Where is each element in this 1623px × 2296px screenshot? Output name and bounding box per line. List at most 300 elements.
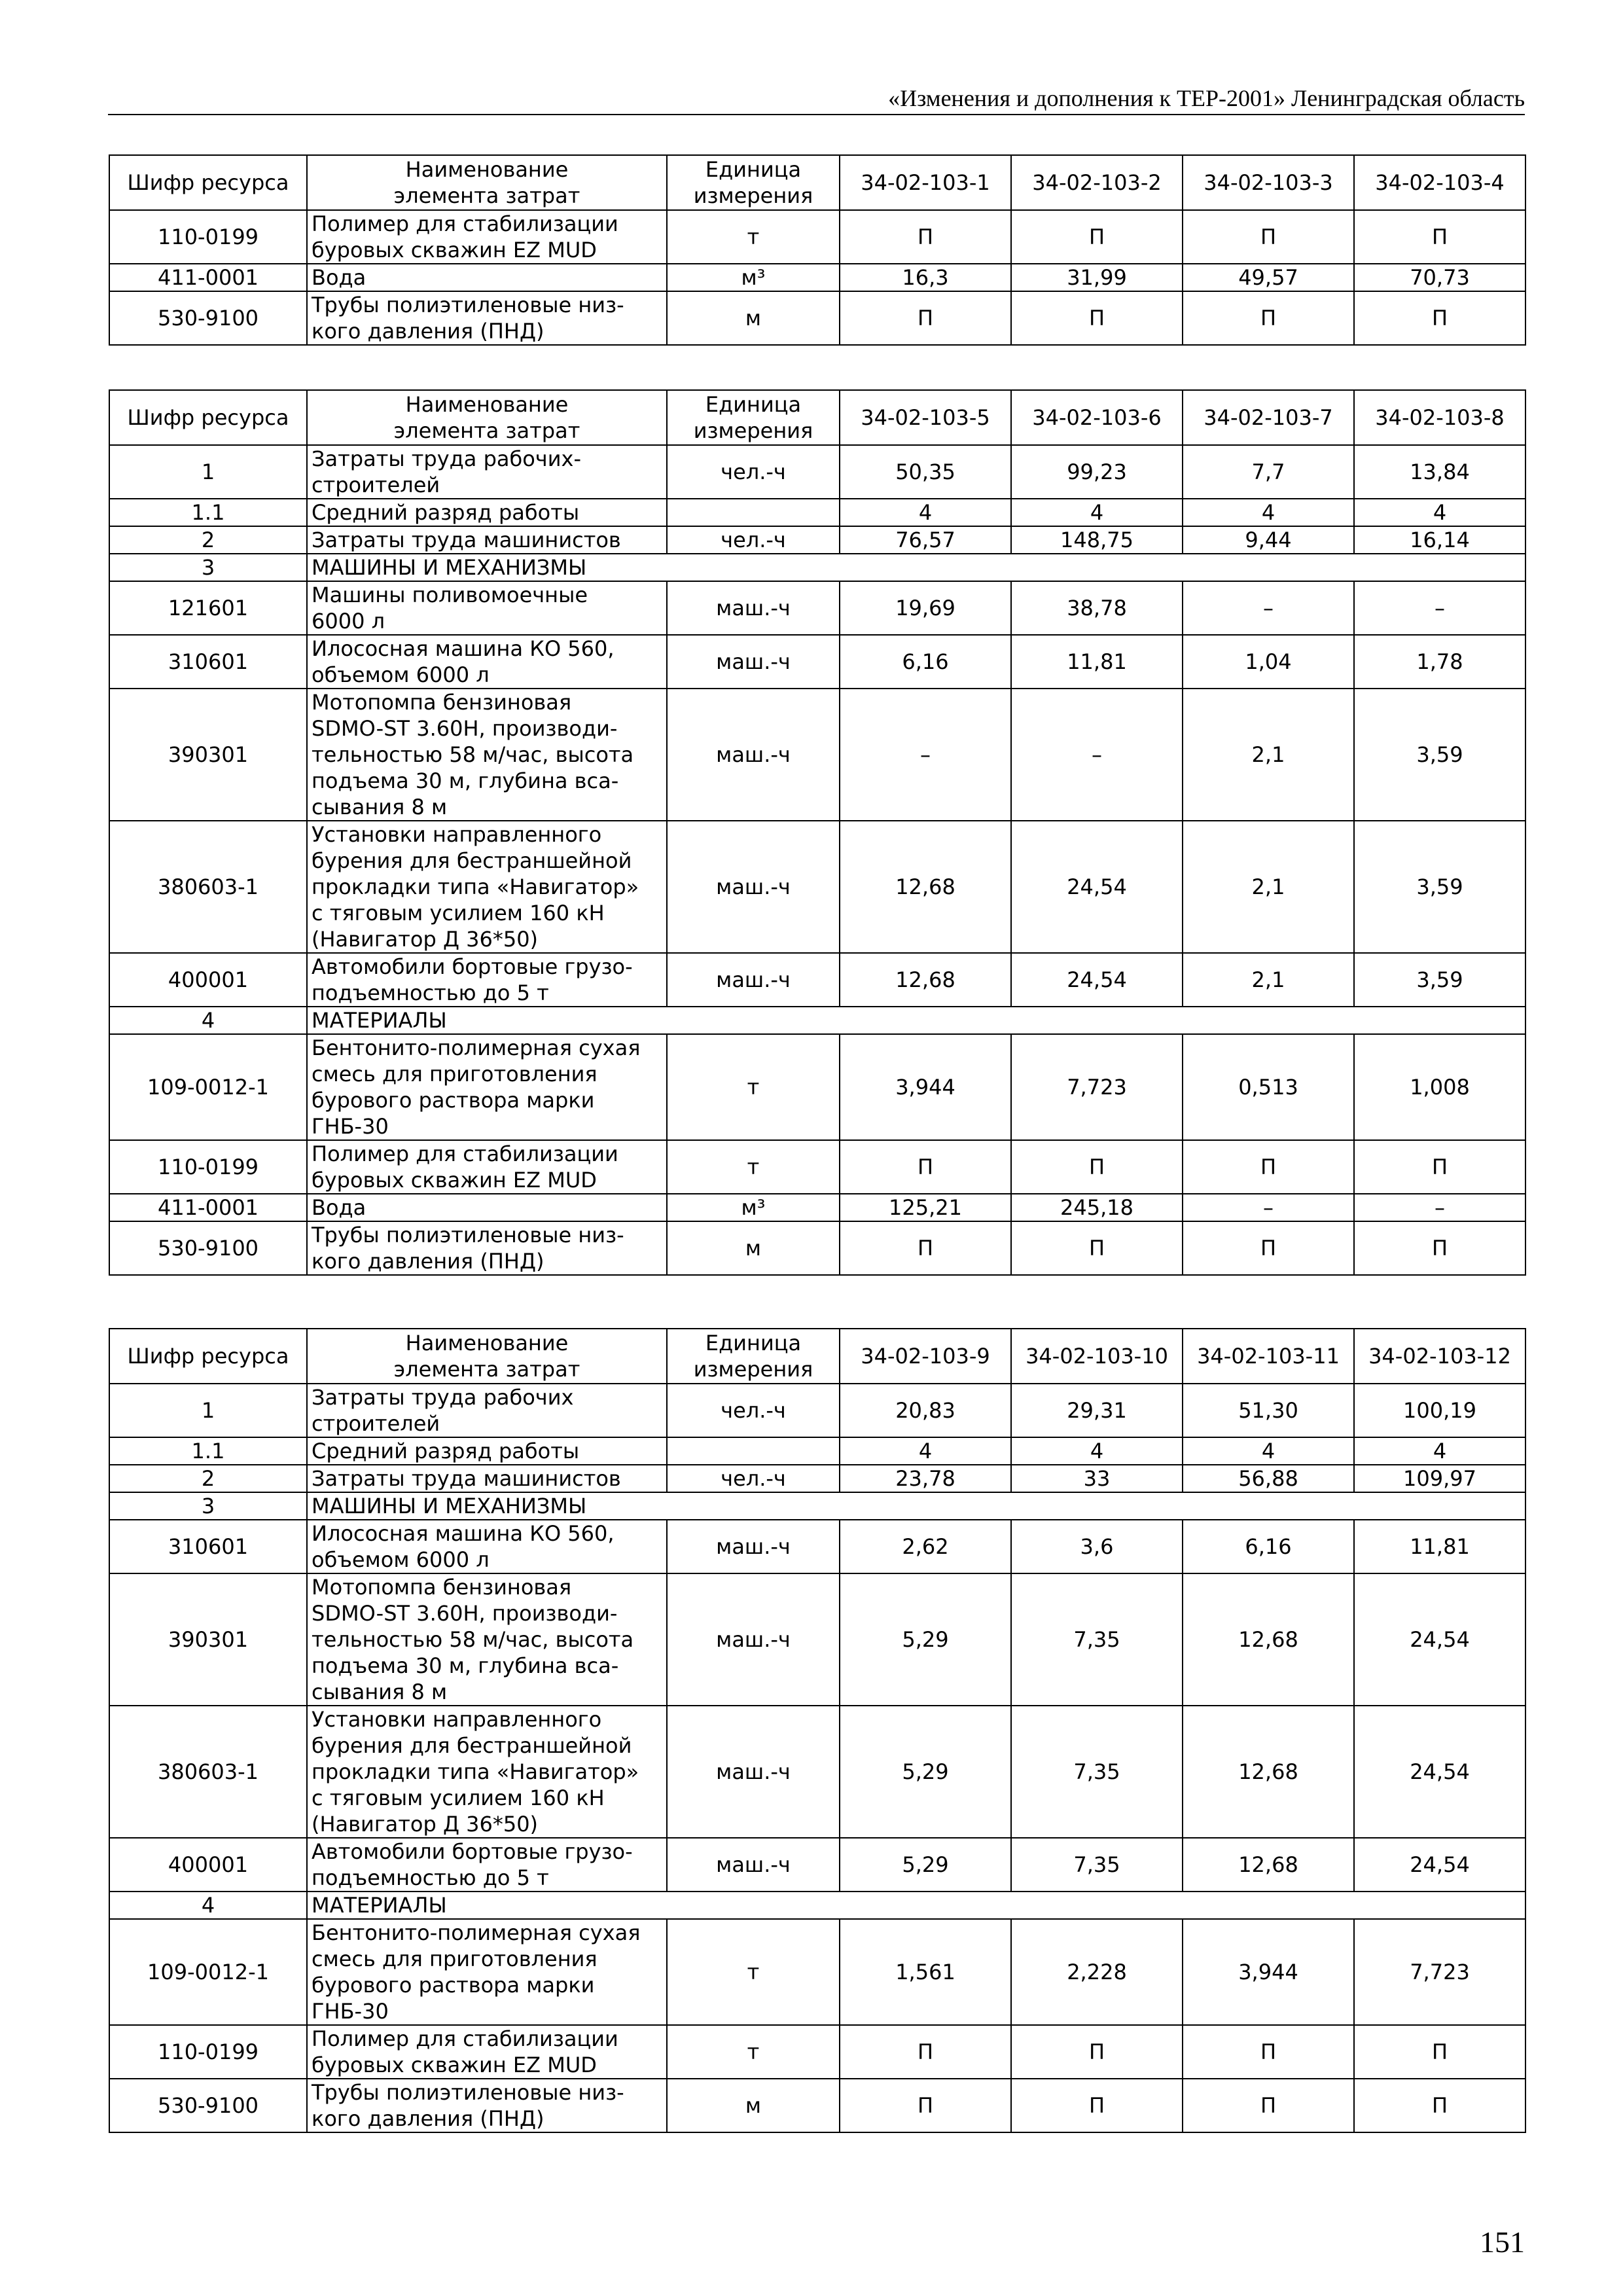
- cell-line: Средний разряд работы: [312, 1439, 580, 1463]
- resource-unit: т: [667, 1034, 840, 1140]
- cell-line: тельностью 58 м/час, высота: [312, 1627, 634, 1652]
- header-name: [307, 1329, 667, 1384]
- cell-line: Мотопомпа бензиновая: [312, 690, 572, 715]
- cell-line: смесь для приготовления: [312, 1062, 597, 1086]
- cell-line: Полимер для стабилизации: [312, 2026, 618, 2051]
- resource-value: 23,78: [840, 1465, 1011, 1492]
- resource-value: 2,62: [840, 1520, 1011, 1573]
- resource-unit: маш.-ч: [667, 1838, 840, 1892]
- resource-value: 7,723: [1011, 1034, 1183, 1140]
- cell-line: (Навигатор Д 36*50): [312, 1812, 539, 1837]
- resource-code: 1: [109, 1384, 307, 1437]
- cell-line: строителей: [312, 473, 440, 497]
- resource-value: 33: [1011, 1465, 1183, 1492]
- resource-value: 12,68: [840, 821, 1011, 953]
- table-row: [109, 1838, 1525, 1892]
- cell-line: Машины поливомоечные: [312, 583, 588, 607]
- resource-value: 3,944: [840, 1034, 1011, 1140]
- cell-line: строителей: [312, 1411, 440, 1436]
- cell-line: элемента затрат: [393, 183, 580, 208]
- resource-name: [307, 1573, 667, 1706]
- resource-value: П: [840, 2025, 1011, 2079]
- resource-value: 12,68: [840, 953, 1011, 1007]
- table-row: [109, 1140, 1525, 1194]
- table-row: [109, 264, 1525, 291]
- resource-value: П: [1183, 1221, 1354, 1275]
- resource-value: –: [1011, 689, 1183, 821]
- table-row: [109, 445, 1525, 499]
- resource-unit: маш.-ч: [667, 953, 840, 1007]
- resource-value: 245,18: [1011, 1194, 1183, 1221]
- cell-line: Вода: [312, 1195, 366, 1220]
- cell-line: буровых скважин EZ MUD: [312, 238, 597, 262]
- resource-value: 5,29: [840, 1838, 1011, 1892]
- resource-unit: м: [667, 2079, 840, 2132]
- resource-name: [307, 2025, 667, 2079]
- resource-value: 38,78: [1011, 581, 1183, 635]
- resource-name: [307, 2079, 667, 2132]
- table-row: [109, 1573, 1525, 1706]
- resource-value: 9,44: [1183, 526, 1354, 554]
- page-number: 151: [1480, 2225, 1525, 2259]
- resource-unit: маш.-ч: [667, 689, 840, 821]
- table-header-row: [109, 155, 1525, 210]
- table-row: [109, 1221, 1525, 1275]
- section-row: [109, 1492, 1525, 1520]
- resource-code: 411-0001: [109, 1194, 307, 1221]
- table-row: [109, 1520, 1525, 1573]
- resource-value: 4: [1183, 1437, 1354, 1465]
- resource-value: П: [1011, 1221, 1183, 1275]
- resource-name: [307, 1520, 667, 1573]
- resource-value: 24,54: [1011, 821, 1183, 953]
- table-row: [109, 689, 1525, 821]
- header-column-code: 34-02-103-6: [1011, 390, 1183, 445]
- cell-line: с тяговым усилием 160 кН: [312, 901, 605, 925]
- resource-value: 6,16: [840, 635, 1011, 689]
- resource-code: 530-9100: [109, 291, 307, 345]
- header-code: Шифр ресурса: [109, 1329, 307, 1384]
- resource-value: –: [840, 689, 1011, 821]
- resource-code: 530-9100: [109, 2079, 307, 2132]
- cell-line: Затраты труда машинистов: [312, 528, 621, 552]
- resource-value: П: [840, 2079, 1011, 2132]
- resource-unit: чел.-ч: [667, 445, 840, 499]
- resource-code: 3: [109, 554, 307, 581]
- cell-line: Средний разряд работы: [312, 500, 580, 525]
- cell-line: бурового раствора марки: [312, 1088, 595, 1113]
- cell-line: кого давления (ПНД): [312, 319, 544, 344]
- cell-line: элемента затрат: [393, 1357, 580, 1382]
- resource-value: П: [1011, 210, 1183, 264]
- cell-line: Илососная машина КО 560,: [312, 636, 615, 661]
- resource-code: 310601: [109, 1520, 307, 1573]
- cell-line: Трубы полиэтиленовые низ-: [312, 1223, 624, 1247]
- cell-line: объемом 6000 л: [312, 662, 490, 687]
- resource-value: 24,54: [1354, 1573, 1525, 1706]
- resource-unit: маш.-ч: [667, 581, 840, 635]
- resource-value: 2,228: [1011, 1919, 1183, 2025]
- resource-unit: [667, 499, 840, 526]
- resource-code: 110-0199: [109, 2025, 307, 2079]
- cell-line: Бентонито-полимерная сухая: [312, 1920, 641, 1945]
- resource-value: 1,04: [1183, 635, 1354, 689]
- header-column-code: 34-02-103-2: [1011, 155, 1183, 210]
- resource-code: 2: [109, 526, 307, 554]
- resource-value: П: [1183, 291, 1354, 345]
- resource-value: 3,6: [1011, 1520, 1183, 1573]
- header-column-code: 34-02-103-10: [1011, 1329, 1183, 1384]
- table-header-row: [109, 390, 1525, 445]
- resource-value: 3,59: [1354, 953, 1525, 1007]
- resource-value: 4: [1183, 499, 1354, 526]
- resource-value: 4: [840, 499, 1011, 526]
- cell-line: SDMO-ST 3.60H, производи-: [312, 716, 618, 741]
- resource-unit: маш.-ч: [667, 1520, 840, 1573]
- resource-unit: маш.-ч: [667, 1573, 840, 1706]
- resource-value: –: [1183, 581, 1354, 635]
- resource-value: 11,81: [1011, 635, 1183, 689]
- table-row: [109, 1194, 1525, 1221]
- table-row: [109, 291, 1525, 345]
- resource-name: [307, 689, 667, 821]
- resource-value: П: [1011, 1140, 1183, 1194]
- cell-line: Трубы полиэтиленовые низ-: [312, 2080, 624, 2105]
- resource-value: 99,23: [1011, 445, 1183, 499]
- section-title: МАТЕРИАЛЫ: [307, 1007, 1525, 1034]
- header-name: [307, 390, 667, 445]
- resource-value: 24,54: [1011, 953, 1183, 1007]
- cell-line: ГНБ-30: [312, 1999, 389, 2024]
- cell-line: Установки направленного: [312, 822, 602, 847]
- cell-line: Полимер для стабилизации: [312, 211, 618, 236]
- header-code: Шифр ресурса: [109, 155, 307, 210]
- table-row: [109, 953, 1525, 1007]
- cell-line: сывания 8 м: [312, 795, 448, 819]
- resource-value: П: [1354, 291, 1525, 345]
- resource-value: 56,88: [1183, 1465, 1354, 1492]
- resource-value: П: [1354, 1140, 1525, 1194]
- table-row: [109, 499, 1525, 526]
- resource-code: 110-0199: [109, 210, 307, 264]
- resource-code: 400001: [109, 953, 307, 1007]
- resource-value: 7,723: [1354, 1919, 1525, 2025]
- resource-name: [307, 1465, 667, 1492]
- resource-value: П: [1183, 2079, 1354, 2132]
- cell-line: Затраты труда машинистов: [312, 1466, 621, 1491]
- cell-line: подъема 30 м, глубина вса-: [312, 768, 619, 793]
- cell-line: прокладки типа «Навигатор»: [312, 874, 639, 899]
- section-title: МАШИНЫ И МЕХАНИЗМЫ: [307, 554, 1525, 581]
- resource-value: 4: [1354, 499, 1525, 526]
- resource-value: 5,29: [840, 1573, 1011, 1706]
- cell-line: SDMO-ST 3.60H, производи-: [312, 1601, 618, 1626]
- cell-line: Полимер для стабилизации: [312, 1141, 618, 1166]
- resource-value: 2,1: [1183, 821, 1354, 953]
- resource-value: 4: [1011, 499, 1183, 526]
- header-unit: [667, 390, 840, 445]
- resource-value: П: [840, 1221, 1011, 1275]
- resource-code: 4: [109, 1007, 307, 1034]
- resource-name: [307, 1221, 667, 1275]
- section-title: МАШИНЫ И МЕХАНИЗМЫ: [307, 1492, 1525, 1520]
- resource-value: 1,008: [1354, 1034, 1525, 1140]
- cell-line: Наименование: [405, 392, 569, 417]
- resource-value: 125,21: [840, 1194, 1011, 1221]
- resource-code: 380603-1: [109, 821, 307, 953]
- resource-name: [307, 445, 667, 499]
- table-row: [109, 2025, 1525, 2079]
- resource-unit: [667, 1437, 840, 1465]
- resource-code: 2: [109, 1465, 307, 1492]
- resource-value: –: [1183, 1194, 1354, 1221]
- resource-value: 70,73: [1354, 264, 1525, 291]
- cell-line: Бентонито-полимерная сухая: [312, 1035, 641, 1060]
- cell-line: (Навигатор Д 36*50): [312, 927, 539, 952]
- cell-line: Затраты труда рабочих-: [312, 446, 581, 471]
- resource-value: П: [1354, 1221, 1525, 1275]
- cell-line: подъемностью до 5 т: [312, 1865, 549, 1890]
- resource-value: 2,1: [1183, 689, 1354, 821]
- resource-unit: т: [667, 1919, 840, 2025]
- table-row: [109, 1465, 1525, 1492]
- resource-value: 148,75: [1011, 526, 1183, 554]
- resource-table: [109, 1328, 1526, 2133]
- header-column-code: 34-02-103-9: [840, 1329, 1011, 1384]
- resource-value: 29,31: [1011, 1384, 1183, 1437]
- section-row: [109, 554, 1525, 581]
- resource-unit: чел.-ч: [667, 1384, 840, 1437]
- resource-name: [307, 1194, 667, 1221]
- cell-line: измерения: [693, 418, 813, 443]
- resource-value: 5,29: [840, 1706, 1011, 1838]
- resource-value: П: [1183, 2025, 1354, 2079]
- resource-code: 109-0012-1: [109, 1034, 307, 1140]
- resource-unit: м³: [667, 1194, 840, 1221]
- table-row: [109, 821, 1525, 953]
- resource-value: 13,84: [1354, 445, 1525, 499]
- resource-value: 7,35: [1011, 1838, 1183, 1892]
- table-row: [109, 581, 1525, 635]
- resource-code: 4: [109, 1892, 307, 1919]
- resource-name: [307, 581, 667, 635]
- resource-value: 20,83: [840, 1384, 1011, 1437]
- resource-code: 400001: [109, 1838, 307, 1892]
- resource-code: 110-0199: [109, 1140, 307, 1194]
- resource-value: 1,78: [1354, 635, 1525, 689]
- header-name: [307, 155, 667, 210]
- resource-value: П: [1354, 2025, 1525, 2079]
- resource-value: 16,14: [1354, 526, 1525, 554]
- resource-value: 24,54: [1354, 1838, 1525, 1892]
- resource-value: 7,35: [1011, 1706, 1183, 1838]
- cell-line: с тяговым усилием 160 кН: [312, 1785, 605, 1810]
- resource-value: 50,35: [840, 445, 1011, 499]
- cell-line: прокладки типа «Навигатор»: [312, 1759, 639, 1784]
- cell-line: буровых скважин EZ MUD: [312, 1168, 597, 1193]
- section-row: [109, 1007, 1525, 1034]
- resource-value: 4: [1011, 1437, 1183, 1465]
- resource-name: [307, 526, 667, 554]
- cell-line: Автомобили бортовые грузо-: [312, 1839, 633, 1864]
- cell-line: измерения: [693, 183, 813, 208]
- resource-code: 1.1: [109, 499, 307, 526]
- resource-name: [307, 1838, 667, 1892]
- resource-name: [307, 1919, 667, 2025]
- header-column-code: 34-02-103-11: [1183, 1329, 1354, 1384]
- header-column-code: 34-02-103-12: [1354, 1329, 1525, 1384]
- resource-code: 310601: [109, 635, 307, 689]
- resource-value: 24,54: [1354, 1706, 1525, 1838]
- table-row: [109, 1706, 1525, 1838]
- page-header-title: «Изменения и дополнения к ТЕР-2001» Ленинградская область: [888, 85, 1525, 111]
- resource-value: 0,513: [1183, 1034, 1354, 1140]
- header-column-code: 34-02-103-4: [1354, 155, 1525, 210]
- header-unit: [667, 155, 840, 210]
- cell-line: Единица: [705, 157, 802, 182]
- resource-unit: маш.-ч: [667, 635, 840, 689]
- resource-name: [307, 821, 667, 953]
- resource-value: 49,57: [1183, 264, 1354, 291]
- cell-line: подъема 30 м, глубина вса-: [312, 1653, 619, 1678]
- resource-value: П: [1183, 1140, 1354, 1194]
- resource-code: 1.1: [109, 1437, 307, 1465]
- resource-value: 51,30: [1183, 1384, 1354, 1437]
- resource-name: [307, 953, 667, 1007]
- cell-line: смесь для приготовления: [312, 1946, 597, 1971]
- resource-name: [307, 291, 667, 345]
- cell-line: кого давления (ПНД): [312, 2106, 544, 2131]
- resource-value: П: [1011, 2025, 1183, 2079]
- table-header-row: [109, 1329, 1525, 1384]
- resource-unit: т: [667, 210, 840, 264]
- resource-unit: т: [667, 2025, 840, 2079]
- cell-line: Трубы полиэтиленовые низ-: [312, 293, 624, 317]
- table-row: [109, 1034, 1525, 1140]
- resource-name: [307, 1140, 667, 1194]
- resource-value: 6,16: [1183, 1520, 1354, 1573]
- section-row: [109, 1892, 1525, 1919]
- cell-line: Наименование: [405, 157, 569, 182]
- cell-line: Установки направленного: [312, 1707, 602, 1732]
- cell-line: измерения: [693, 1357, 813, 1382]
- resource-code: 411-0001: [109, 264, 307, 291]
- resource-unit: чел.-ч: [667, 526, 840, 554]
- resource-name: [307, 1384, 667, 1437]
- resource-value: П: [1354, 2079, 1525, 2132]
- cell-line: бурения для бестраншейной: [312, 1733, 632, 1758]
- resource-value: П: [840, 291, 1011, 345]
- resource-value: –: [1354, 1194, 1525, 1221]
- resource-name: [307, 210, 667, 264]
- header-column-code: 34-02-103-3: [1183, 155, 1354, 210]
- header-column-code: 34-02-103-5: [840, 390, 1011, 445]
- resource-value: –: [1354, 581, 1525, 635]
- cell-line: элемента затрат: [393, 418, 580, 443]
- cell-line: Мотопомпа бензиновая: [312, 1575, 572, 1600]
- resource-value: 100,19: [1354, 1384, 1525, 1437]
- resource-name: [307, 1034, 667, 1140]
- resource-code: 3: [109, 1492, 307, 1520]
- cell-line: Автомобили бортовые грузо-: [312, 954, 633, 979]
- table-row: [109, 1384, 1525, 1437]
- resource-code: 530-9100: [109, 1221, 307, 1275]
- resource-value: 11,81: [1354, 1520, 1525, 1573]
- resource-value: П: [1354, 210, 1525, 264]
- resource-name: [307, 1706, 667, 1838]
- resource-value: 3,59: [1354, 689, 1525, 821]
- resource-name: [307, 635, 667, 689]
- cell-line: подъемностью до 5 т: [312, 980, 549, 1005]
- resource-value: П: [840, 210, 1011, 264]
- resource-value: 3,944: [1183, 1919, 1354, 2025]
- cell-line: тельностью 58 м/час, высота: [312, 742, 634, 767]
- resource-value: 4: [1354, 1437, 1525, 1465]
- cell-line: кого давления (ПНД): [312, 1249, 544, 1274]
- header-column-code: 34-02-103-1: [840, 155, 1011, 210]
- resource-unit: маш.-ч: [667, 1706, 840, 1838]
- section-title: МАТЕРИАЛЫ: [307, 1892, 1525, 1919]
- cell-line: бурения для бестраншейной: [312, 848, 632, 873]
- cell-line: сывания 8 м: [312, 1679, 448, 1704]
- resource-value: 12,68: [1183, 1838, 1354, 1892]
- resource-name: [307, 499, 667, 526]
- resource-value: 31,99: [1011, 264, 1183, 291]
- cell-line: Затраты труда рабочих: [312, 1385, 574, 1410]
- resource-name: [307, 1437, 667, 1465]
- header-column-code: 34-02-103-8: [1354, 390, 1525, 445]
- cell-line: Вода: [312, 265, 366, 290]
- header-code: Шифр ресурса: [109, 390, 307, 445]
- resource-value: П: [1011, 2079, 1183, 2132]
- resource-name: [307, 264, 667, 291]
- resource-value: 16,3: [840, 264, 1011, 291]
- resource-unit: м³: [667, 264, 840, 291]
- resource-value: 7,35: [1011, 1573, 1183, 1706]
- cell-line: буровых скважин EZ MUD: [312, 2053, 597, 2077]
- resource-code: 380603-1: [109, 1706, 307, 1838]
- table-row: [109, 635, 1525, 689]
- resource-table: [109, 389, 1526, 1276]
- resource-table: [109, 154, 1526, 346]
- resource-value: 76,57: [840, 526, 1011, 554]
- resource-value: 4: [840, 1437, 1011, 1465]
- cell-line: Наименование: [405, 1331, 569, 1355]
- cell-line: бурового раствора марки: [312, 1973, 595, 1998]
- resource-value: 109,97: [1354, 1465, 1525, 1492]
- resource-value: 12,68: [1183, 1573, 1354, 1706]
- table-row: [109, 1437, 1525, 1465]
- resource-value: 7,7: [1183, 445, 1354, 499]
- cell-line: Единица: [705, 1331, 802, 1355]
- resource-code: 390301: [109, 689, 307, 821]
- table-row: [109, 2079, 1525, 2132]
- cell-line: объемом 6000 л: [312, 1547, 490, 1572]
- resource-unit: м: [667, 291, 840, 345]
- resource-value: 12,68: [1183, 1706, 1354, 1838]
- header-rule: [108, 114, 1525, 115]
- resource-code: 390301: [109, 1573, 307, 1706]
- cell-line: Илососная машина КО 560,: [312, 1521, 615, 1546]
- resource-value: 3,59: [1354, 821, 1525, 953]
- cell-line: ГНБ-30: [312, 1114, 389, 1139]
- resource-value: П: [840, 1140, 1011, 1194]
- resource-unit: чел.-ч: [667, 1465, 840, 1492]
- resource-value: 1,561: [840, 1919, 1011, 2025]
- cell-line: 6000 л: [312, 609, 385, 634]
- resource-value: 19,69: [840, 581, 1011, 635]
- resource-code: 109-0012-1: [109, 1919, 307, 2025]
